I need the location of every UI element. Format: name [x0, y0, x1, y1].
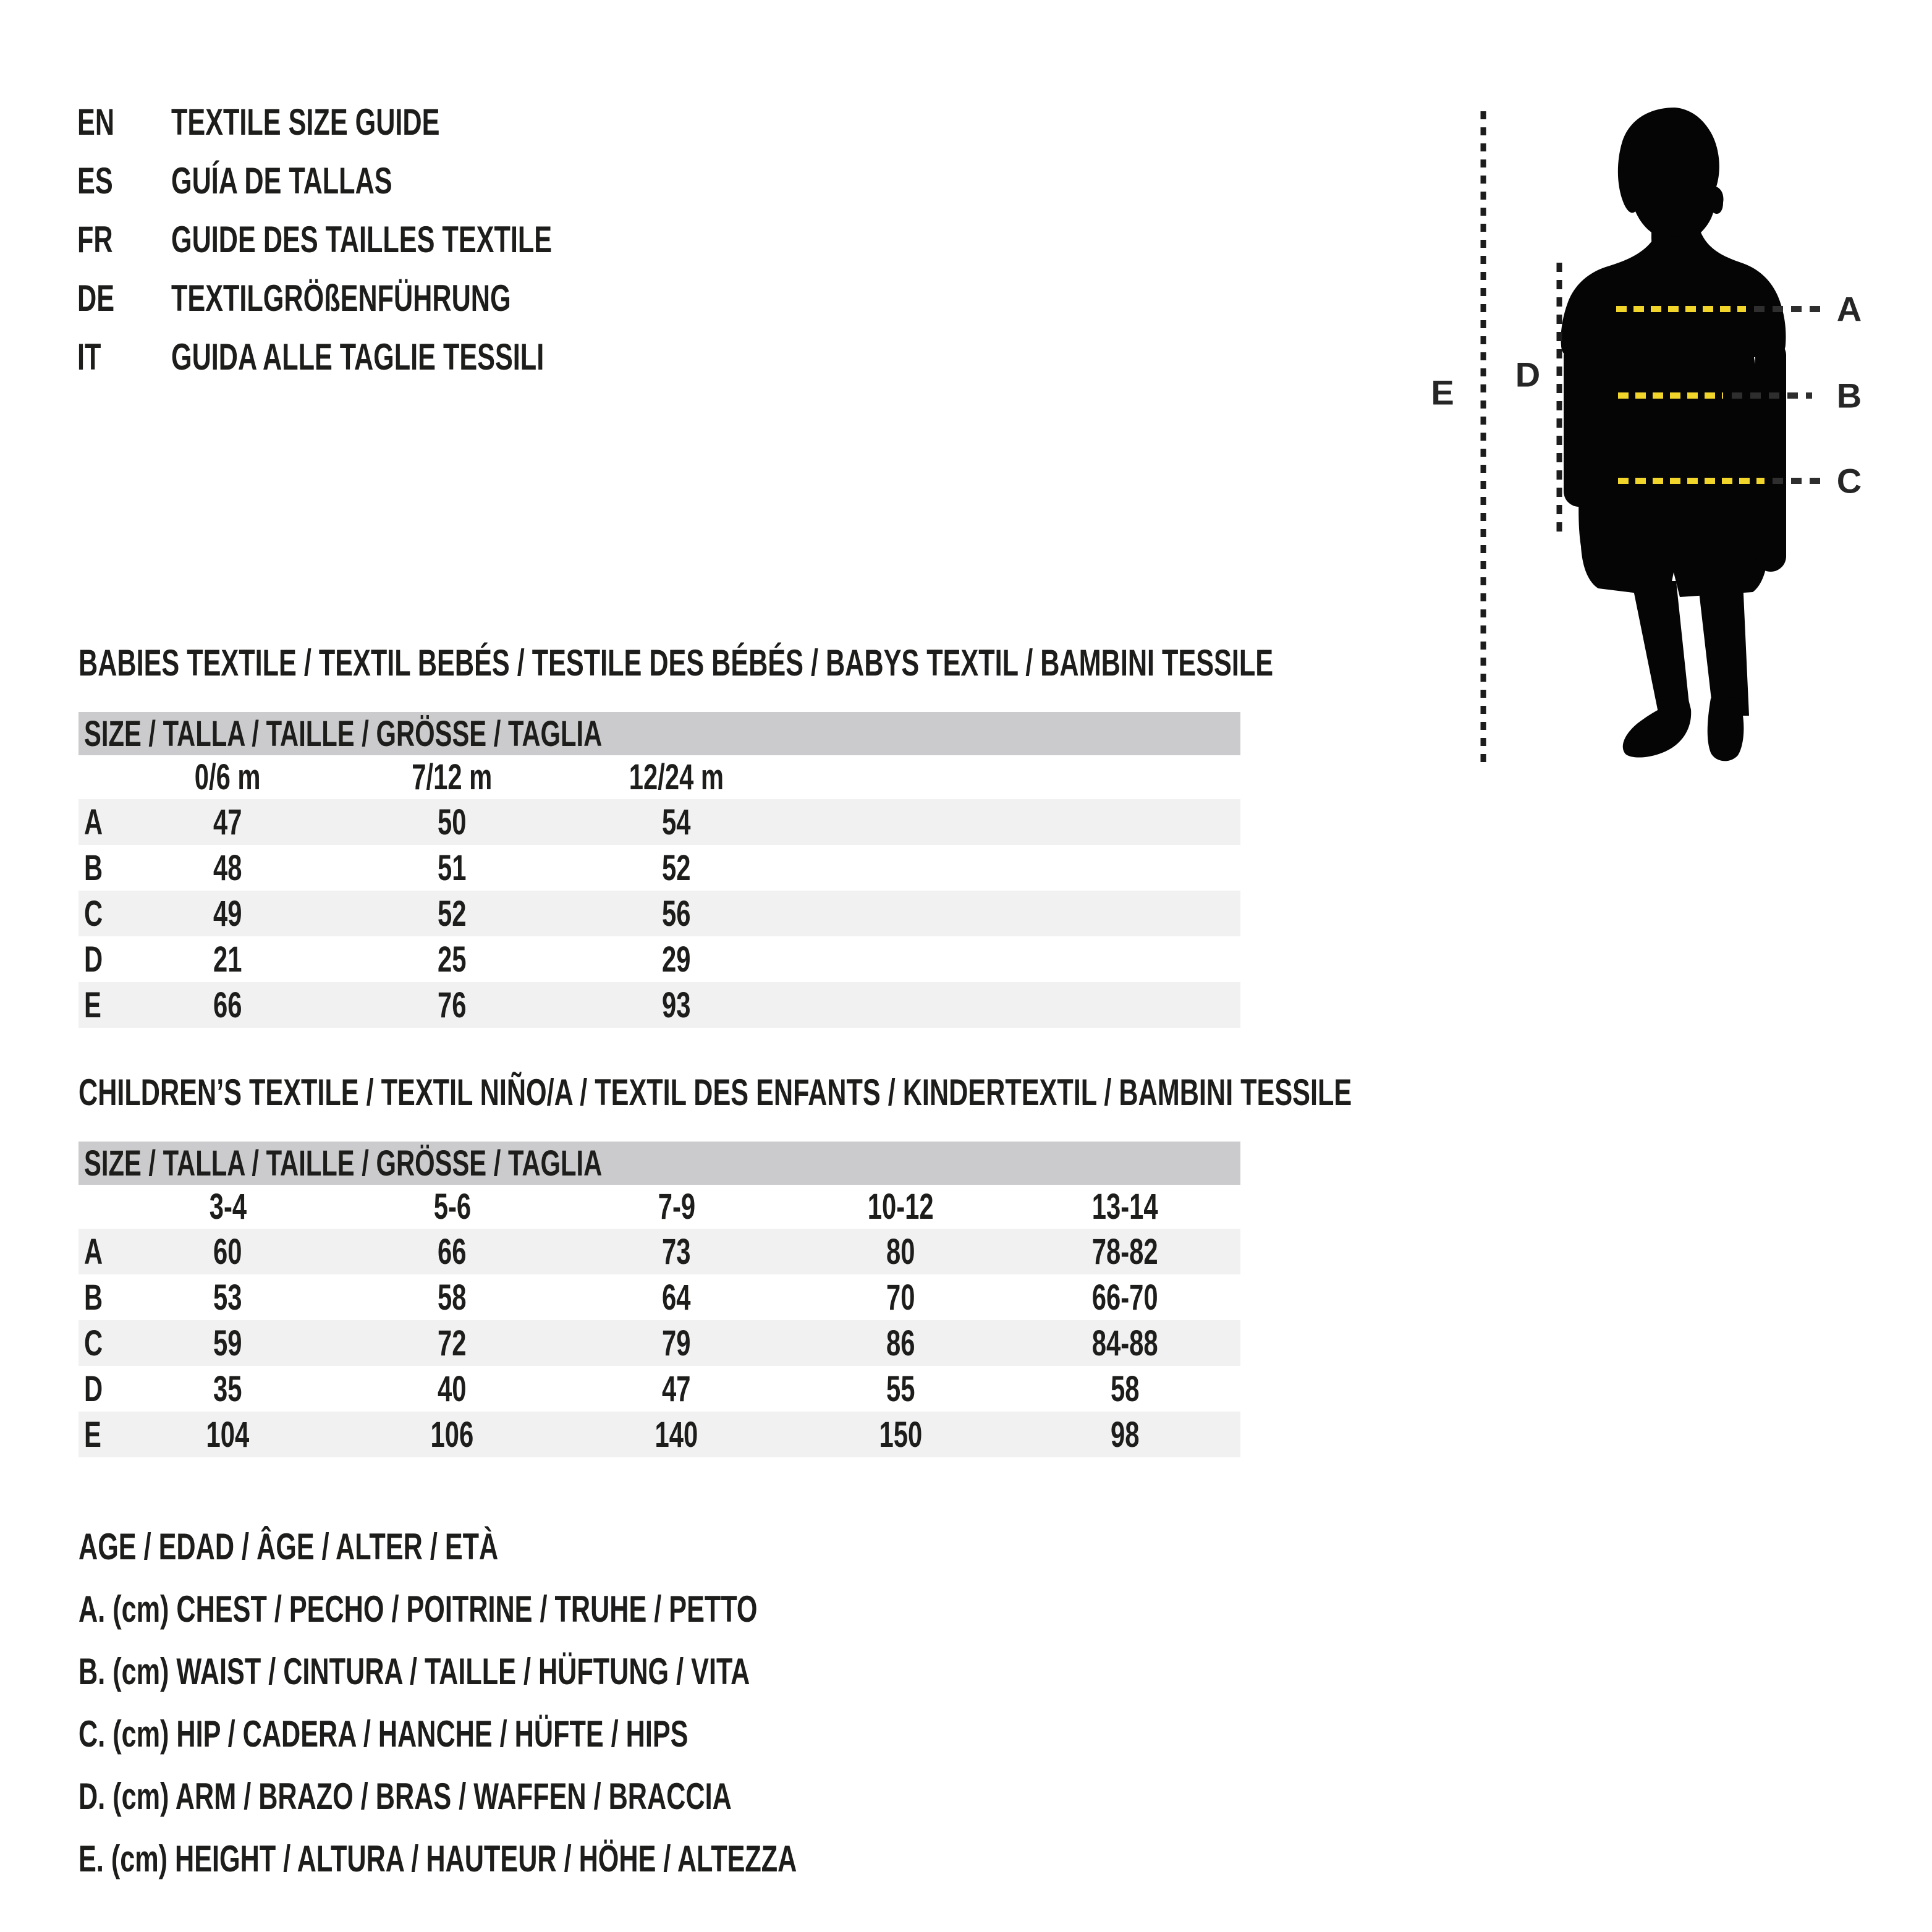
table-cell: 48 [213, 847, 242, 888]
table-cell: 106 [430, 1414, 474, 1455]
language-row [77, 328, 700, 386]
row-label: E [84, 1414, 101, 1455]
row-label: B [84, 1277, 103, 1318]
legend-line: B. (cm) WAIST / CINTURA / TAILLE / HÜFTUNG / VITA [78, 1651, 750, 1692]
guide-title: GUIDE DES TAILLES TEXTILE [171, 219, 553, 260]
figure-label-B: B [1836, 376, 1862, 415]
table-row [78, 1366, 1240, 1412]
row-label: C [84, 893, 103, 934]
figure-label-A: A [1836, 289, 1862, 329]
table-cell: 104 [206, 1414, 250, 1455]
table-row [78, 1274, 1240, 1320]
table-cell: 60 [213, 1231, 242, 1272]
table-cell: 51 [438, 847, 467, 888]
table-cell: 73 [662, 1231, 691, 1272]
row-label: A [84, 802, 103, 842]
table-cell: 140 [655, 1414, 698, 1455]
measurement-figure [1409, 105, 1904, 800]
column-header: 7/12 m [412, 757, 493, 797]
children-column-header-row [78, 1185, 1847, 1229]
language-row [77, 93, 700, 151]
table-cell: 98 [1111, 1414, 1140, 1455]
legend-line: E. (cm) HEIGHT / ALTURA / HAUTEUR / HÖHE / ALTEZZA [78, 1838, 797, 1879]
children-section-title: CHILDREN’S TEXTILE / TEXTIL NIÑO/A / TEXTIL DES ENFANTS / KINDERTEXTIL / BAMBINI TESSILE [78, 1072, 1352, 1113]
table-cell: 66 [438, 1231, 467, 1272]
language-code: FR [77, 219, 113, 260]
table-cell: 66 [213, 985, 242, 1025]
table-cell: 150 [879, 1414, 923, 1455]
table-cell: 40 [438, 1368, 467, 1409]
table-cell: 80 [886, 1231, 915, 1272]
table-cell: 49 [213, 893, 242, 934]
language-code: DE [77, 278, 115, 319]
language-row [77, 269, 700, 328]
table-row [78, 1412, 1240, 1457]
column-header: 7-9 [658, 1187, 695, 1227]
table-cell: 78-82 [1092, 1231, 1158, 1272]
table-row [78, 845, 1240, 891]
language-row [77, 151, 700, 210]
row-label: B [84, 847, 103, 888]
legend-line: A. (cm) CHEST / PECHO / POITRINE / TRUHE / PETTO [78, 1588, 758, 1630]
language-row [77, 210, 700, 269]
size-header-bar: SIZE / TALLA / TAILLE / GRÖSSE / TAGLIA [78, 1142, 1240, 1185]
legend-line: AGE / EDAD / ÂGE / ALTER / ETÀ [78, 1526, 499, 1567]
figure-label-C: C [1836, 461, 1862, 501]
table-cell: 70 [886, 1277, 915, 1318]
figure-label-E: E [1431, 373, 1454, 412]
table-cell: 59 [213, 1323, 242, 1363]
table-cell: 35 [213, 1368, 242, 1409]
row-label: C [84, 1323, 103, 1363]
table-cell: 21 [213, 939, 242, 980]
guide-title: TEXTILGRÖßENFÜHRUNG [171, 278, 511, 319]
column-header: 0/6 m [195, 757, 261, 797]
table-cell: 72 [438, 1323, 467, 1363]
table-cell: 52 [438, 893, 467, 934]
column-header: 13-14 [1092, 1187, 1158, 1227]
row-label: E [84, 985, 101, 1025]
babies-table [78, 799, 1738, 1028]
column-header: 10-12 [868, 1187, 934, 1227]
table-cell: 53 [213, 1277, 242, 1318]
table-cell: 76 [438, 985, 467, 1025]
child-silhouette-diagram [1409, 105, 1904, 800]
table-cell: 47 [213, 802, 242, 842]
table-cell: 47 [662, 1368, 691, 1409]
language-code: EN [77, 101, 115, 143]
babies-section-title: BABIES TEXTILE / TEXTIL BEBÉS / TESTILE DES BÉBÉS / BABYS TEXTIL / BAMBINI TESSILE [78, 642, 1274, 684]
children-section [78, 1074, 1847, 1457]
language-code: ES [77, 160, 113, 201]
table-cell: 56 [662, 893, 691, 934]
figure-label-D: D [1515, 355, 1541, 394]
column-header: 5-6 [433, 1187, 471, 1227]
table-row [78, 1229, 1240, 1274]
legend-line: D. (cm) ARM / BRAZO / BRAS / WAFFEN / BRACCIA [78, 1776, 732, 1817]
table-row [78, 1320, 1240, 1366]
table-cell: 64 [662, 1277, 691, 1318]
column-header: 12/24 m [629, 757, 724, 797]
table-cell: 54 [662, 802, 691, 842]
table-cell: 55 [886, 1368, 915, 1409]
language-title-block [77, 93, 700, 386]
row-label: A [84, 1231, 103, 1272]
table-cell: 25 [438, 939, 467, 980]
measurement-legend [78, 1515, 1076, 1890]
table-row [78, 936, 1240, 982]
table-cell: 58 [1111, 1368, 1140, 1409]
table-row [78, 982, 1240, 1028]
table-cell: 66-70 [1092, 1277, 1158, 1318]
table-cell: 86 [886, 1323, 915, 1363]
guide-title: TEXTILE SIZE GUIDE [171, 101, 440, 143]
table-cell: 84-88 [1092, 1323, 1158, 1363]
child-silhouette [1561, 108, 1787, 761]
size-header-bar: SIZE / TALLA / TAILLE / GRÖSSE / TAGLIA [78, 712, 1240, 755]
children-table [78, 1229, 1847, 1457]
column-header: 3-4 [209, 1187, 247, 1227]
legend-line: C. (cm) HIP / CADERA / HANCHE / HÜFTE / HIPS [78, 1713, 688, 1755]
table-row [78, 891, 1240, 936]
guide-title: GUIDA ALLE TAGLIE TESSILI [171, 336, 544, 378]
table-cell: 79 [662, 1323, 691, 1363]
row-label: D [84, 1368, 103, 1409]
table-row [78, 799, 1240, 845]
guide-title: GUÍA DE TALLAS [171, 160, 392, 201]
row-label: D [84, 939, 103, 980]
table-cell: 29 [662, 939, 691, 980]
language-code: IT [77, 336, 101, 378]
table-cell: 50 [438, 802, 467, 842]
table-cell: 52 [662, 847, 691, 888]
table-cell: 93 [662, 985, 691, 1025]
table-cell: 58 [438, 1277, 467, 1318]
